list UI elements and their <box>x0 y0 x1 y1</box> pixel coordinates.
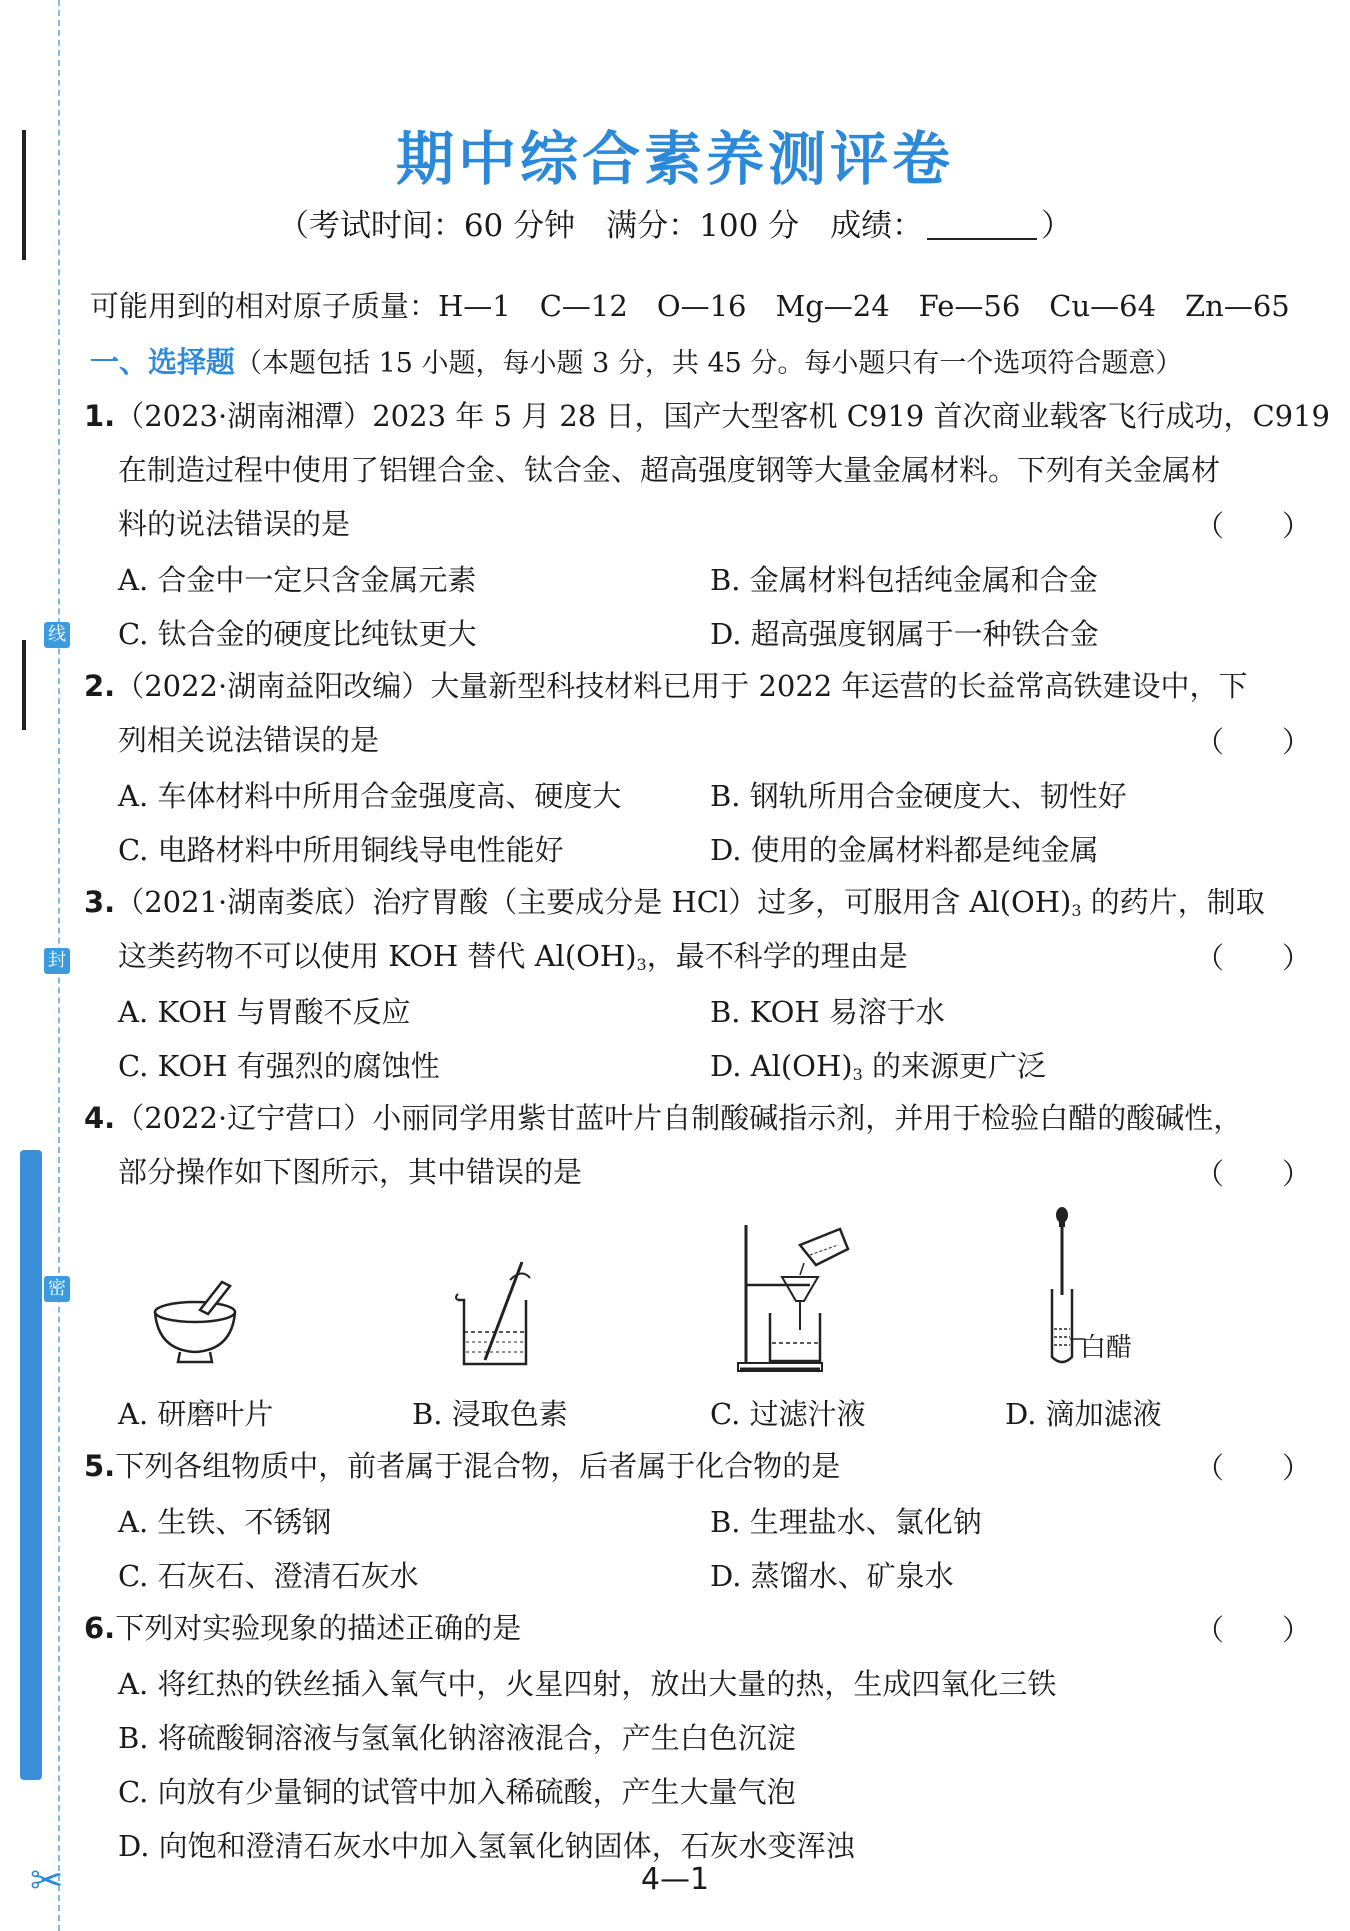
question-1-line-2: 在制造过程中使用了铝锂合金、钛合金、超高强度钢等大量金属材料。下列有关金属材 <box>118 453 1221 487</box>
option-a: A. 研磨叶片 <box>118 1397 274 1431</box>
section-header <box>90 342 1182 384</box>
option-d: D. 使用的金属材料都是纯金属 <box>710 833 1099 867</box>
option-d <box>710 1044 1046 1085</box>
question-text: （2021·湖南娄底）治疗胃酸（主要成分是 HCl）过多，可服用含 Al(OH) <box>115 885 1072 919</box>
beaker-stir-figure <box>450 1260 550 1370</box>
binding-label-line: 线 <box>44 622 70 648</box>
page-number: 4—1 <box>640 1862 710 1897</box>
question-1-line-1 <box>84 396 1330 436</box>
option-d: D. 超高强度钢属于一种铁合金 <box>710 617 1099 651</box>
option-a: A. 将红热的铁丝插入氧气中，火星四射，放出大量的热，生成四氧化三铁 <box>118 1667 1057 1701</box>
side-mark <box>22 640 26 730</box>
blue-binding-strip <box>20 1150 42 1780</box>
question-text: （2023·湖南湘潭）2023 年 5 月 28 日，国产大型客机 C919 首次商业载客飞行成功，C919 <box>115 399 1330 433</box>
question-number: 4. <box>84 1101 116 1135</box>
subscript: 3 <box>636 955 647 974</box>
page-title: 期中综合素养测评卷 <box>395 125 954 193</box>
exam-info-close: ） <box>1041 208 1073 244</box>
answer-paren[interactable]: （ ） <box>1195 1451 1312 1485</box>
option-c: C. KOH 有强烈的腐蚀性 <box>118 1049 440 1083</box>
question-text: 的药片，制取 <box>1081 885 1265 919</box>
question-4-line-1 <box>84 1098 1242 1138</box>
atomic-masses: 可能用到的相对原子质量：H—1 C—12 O—16 Mg—24 Fe—56 Cu—64 Zn—65 <box>90 289 1290 323</box>
binding-label-seal: 封 <box>44 948 70 974</box>
question-number: 5. <box>84 1449 116 1483</box>
option-b: B. 钢轨所用合金硬度大、韧性好 <box>710 779 1127 813</box>
option-d: D. 蒸馏水、矿泉水 <box>710 1559 954 1593</box>
question-number: 3. <box>84 885 116 919</box>
section-desc: （本题包括 15 小题，每小题 3 分，共 45 分。每小题只有一个选项符合题意） <box>235 348 1183 379</box>
option-b: B. 生理盐水、氯化钠 <box>710 1505 982 1539</box>
question-text: 下列对实验现象的描述正确的是 <box>115 1611 522 1645</box>
question-3-line-1 <box>84 882 1265 931</box>
option-b: B. KOH 易溶于水 <box>710 995 945 1029</box>
option-a: A. KOH 与胃酸不反应 <box>118 995 411 1029</box>
scissors-icon: ✂ <box>30 1858 64 1904</box>
question-text: 这类药物不可以使用 KOH 替代 Al(OH) <box>118 939 637 973</box>
exam-info-text: （考试时间：60 分钟 满分：100 分 成绩： <box>277 208 924 244</box>
answer-paren[interactable]: （ ） <box>1195 1613 1312 1647</box>
score-blank[interactable] <box>927 212 1037 240</box>
question-text: 下列各组物质中，前者属于混合物，后者属于化合物的是 <box>115 1449 841 1483</box>
filtration-figure <box>730 1205 860 1375</box>
figure-label-vinegar: 白醋 <box>1080 1333 1133 1363</box>
option-b: B. 将硫酸铜溶液与氢氧化钠溶液混合，产生白色沉淀 <box>118 1721 796 1755</box>
question-3-line-2 <box>118 936 908 985</box>
question-text: （2022·辽宁营口）小丽同学用紫甘蓝叶片自制酸碱指示剂，并用于检验白醋的酸碱性， <box>115 1101 1243 1135</box>
option-b: B. 浸取色素 <box>412 1397 568 1431</box>
question-text: ，最不科学的理由是 <box>646 939 908 973</box>
question-2-line-2: 列相关说法错误的是 <box>118 723 380 757</box>
option-text: D. Al(OH) <box>710 1049 853 1083</box>
answer-paren[interactable]: （ ） <box>1195 941 1312 975</box>
exam-info <box>0 200 1350 245</box>
question-number: 1. <box>84 399 116 433</box>
option-c: C. 向放有少量铜的试管中加入稀硫酸，产生大量气泡 <box>118 1775 796 1809</box>
question-number: 6. <box>84 1611 116 1645</box>
binding-margin <box>0 0 80 1931</box>
option-c: C. 钛合金的硬度比纯钛更大 <box>118 617 477 651</box>
question-4-line-2: 部分操作如下图所示，其中错误的是 <box>118 1155 583 1189</box>
binding-label-secret: 密 <box>44 1276 70 1302</box>
answer-paren[interactable]: （ ） <box>1195 1157 1312 1191</box>
subscript: 3 <box>1071 901 1082 920</box>
option-c: C. 过滤汁液 <box>710 1397 866 1431</box>
option-c: C. 石灰石、澄清石灰水 <box>118 1559 419 1593</box>
option-b: B. 金属材料包括纯金属和合金 <box>710 563 1098 597</box>
option-d: D. 滴加滤液 <box>1005 1397 1162 1431</box>
question-2-line-1 <box>84 666 1247 706</box>
question-6-line-1 <box>84 1608 521 1648</box>
option-a: A. 生铁、不锈钢 <box>118 1505 332 1539</box>
section-title: 一、选择题 <box>90 345 236 379</box>
option-a: A. 合金中一定只含金属元素 <box>118 563 477 597</box>
option-d: D. 向饱和澄清石灰水中加入氢氧化钠固体，石灰水变浑浊 <box>118 1829 855 1863</box>
question-5-line-1 <box>84 1446 840 1486</box>
question-number: 2. <box>84 669 116 703</box>
option-a: A. 车体材料中所用合金强度高、硬度大 <box>118 779 622 813</box>
option-text: 的来源更广泛 <box>862 1049 1046 1083</box>
subscript: 3 <box>852 1065 863 1084</box>
option-c: C. 电路材料中所用铜线导电性能好 <box>118 833 564 867</box>
answer-paren[interactable]: （ ） <box>1195 509 1312 543</box>
mortar-figure <box>150 1280 250 1370</box>
question-1-line-3: 料的说法错误的是 <box>118 507 351 541</box>
answer-paren[interactable]: （ ） <box>1195 725 1312 759</box>
question-text: （2022·湖南益阳改编）大量新型科技材料已用于 2022 年运营的长益常高铁建设中，下 <box>115 669 1248 703</box>
